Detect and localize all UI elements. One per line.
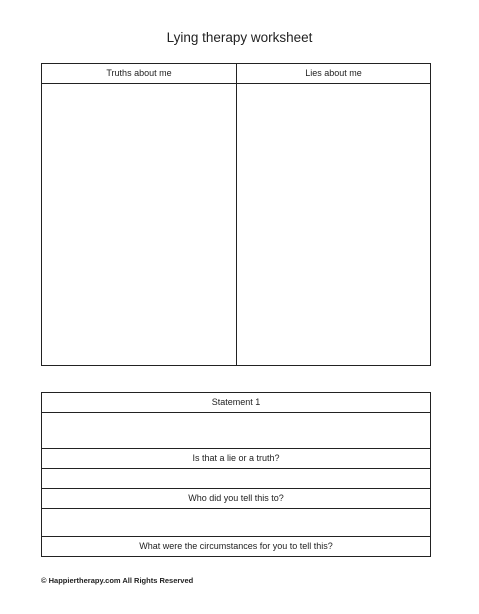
truths-header: Truths about me (42, 64, 236, 84)
question-circumstances: What were the circumstances for you to tell this? (139, 541, 333, 551)
statement-heading: Statement 1 (42, 393, 430, 413)
page-title: Lying therapy worksheet (166, 30, 313, 45)
lies-header: Lies about me (237, 64, 430, 84)
truths-writing-area[interactable] (42, 84, 236, 364)
statement-table (41, 392, 431, 557)
lies-writing-area[interactable] (237, 84, 430, 364)
question-lie-or-truth: Is that a lie or a truth? (42, 449, 430, 469)
answer-who-told-area[interactable] (42, 509, 430, 537)
question-who-told: Who did you tell this to? (42, 489, 430, 509)
statement-answer-area[interactable] (42, 413, 430, 449)
answer-lie-or-truth-area[interactable] (42, 469, 430, 489)
copyright-footer: © Happiertherapy.com All Rights Reserved (41, 576, 194, 585)
truths-lies-table (41, 63, 431, 366)
lies-column (237, 64, 430, 365)
truths-column (42, 64, 237, 365)
